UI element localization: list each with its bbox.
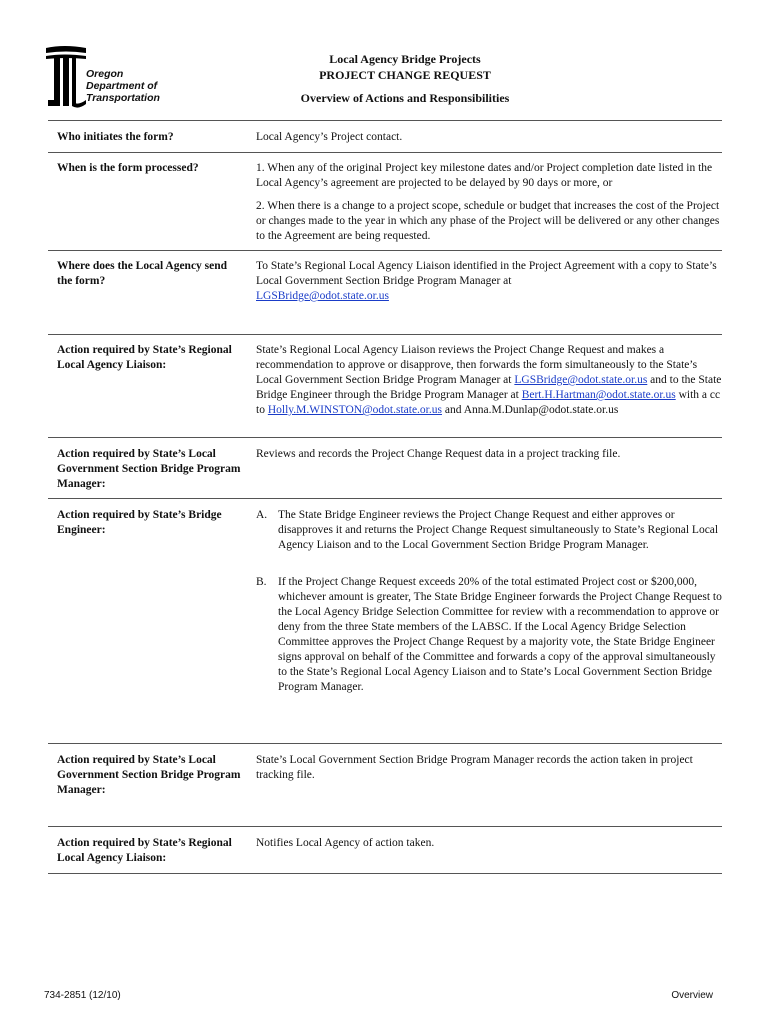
row-text-processed-1: 1. When any of the original Project key milestone dates and/or Project completion date listed in the Local Agency’s agreement are projected to be delayed by 90 days or more, or <box>256 162 713 189</box>
odot-logo-icon <box>44 44 88 108</box>
list-item-b: If the Project Change Request exceeds 20% of the total estimated Project cost or $200,000, whichever amount is greater, The State Bridge Engineer forwards the Project Change Request to the Local Agency Bridge Selection Committee for review with a recommendation to approve or deny from the three State members of the LABSC. If the Local Agency Bridge Selection Committee approves the Project Change Request by a majority vote, the State Bridge Engineer signs approval on behalf of the Committee and forwards a copy of the approval simultaneously to the State’s Regional Local Agency Liaison and to State’s Local Government Section Bridge Program Manager. <box>278 576 722 693</box>
row-label-manager-record: Action required by State’s Local Government Section Bridge Program Manager: <box>57 754 241 796</box>
list-marker-a: A. <box>256 509 268 521</box>
logo-text-department: Department of <box>86 80 158 92</box>
row-text-send <box>256 259 722 304</box>
page-label: Overview <box>671 990 713 1001</box>
logo-text-oregon: Oregon <box>86 68 124 80</box>
divider <box>48 120 722 121</box>
row-text-processed-2: 2. When there is a change to a project scope, schedule or budget that increases the cost of the Project or changes made to the year in which any phase of the Project will be delivered or any other changes to the Agreement are being requested. <box>256 200 720 242</box>
row-label-manager-review: Action required by State’s Local Government Section Bridge Program Manager: <box>57 448 241 490</box>
header-subtitle: Overview of Actions and Responsibilities <box>300 91 510 105</box>
row-label-send: Where does the Local Agency send the form? <box>57 260 228 287</box>
email-link-hartman[interactable]: Bert.H.Hartman@odot.state.or.us <box>521 389 676 401</box>
divider <box>48 743 722 744</box>
text-segment: and to the State Bridge Engineer through the Bridge Program Manager at <box>256 374 722 401</box>
row-label-bridge-engineer: Action required by State’s Bridge Engineer: <box>57 509 222 536</box>
email-link-lgsbridge[interactable]: LGSBridge@odot.state.or.us <box>256 290 389 302</box>
row-text-send-body: To State’s Regional Local Agency Liaison identified in the Project Agreement with a copy to State’s Local Government Section Bridge Program Manager at <box>256 260 717 287</box>
header-title: Local Agency Bridge Projects <box>329 52 481 66</box>
row-text-manager-record: State’s Local Government Section Bridge Program Manager records the action taken in project tracking file. <box>256 754 693 781</box>
row-text-initiates: Local Agency’s Project contact. <box>256 131 403 143</box>
divider <box>48 152 722 153</box>
divider <box>48 498 722 499</box>
list-marker-b: B. <box>256 576 267 588</box>
divider <box>48 334 722 335</box>
divider <box>48 437 722 438</box>
form-number: 734-2851 (12/10) <box>44 990 121 1001</box>
email-link-lgsbridge[interactable]: LGSBridge@odot.state.or.us <box>514 374 648 386</box>
text-segment: with a cc to <box>256 389 721 416</box>
email-link-winston[interactable]: Holly.M.WINSTON@odot.state.or.us <box>267 404 442 416</box>
divider <box>48 826 722 827</box>
row-text-liaison-action <box>256 343 722 418</box>
divider <box>48 250 722 251</box>
text-segment: State’s Regional Local Agency Liaison reviews the Project Change Request and makes a recommendation to approve or disapprove, then forwards the form simultaneously to the State’s Local Government Section Bridge Program Manager at <box>256 344 698 386</box>
list-item-a: The State Bridge Engineer reviews the Project Change Request and either approves or disapproves it and returns the Project Change Request simultaneously to State’s Regional Local Agency Liaison and to the Local Government Section Bridge Program Manager. <box>278 509 719 551</box>
logo-text-transportation: Transportation <box>86 92 160 104</box>
text-segment: and Anna.M.Dunlap@odot.state.or.us <box>441 404 619 416</box>
row-label-processed: When is the form processed? <box>57 162 199 174</box>
header-form-name: PROJECT CHANGE REQUEST <box>319 68 491 82</box>
row-text-manager-review: Reviews and records the Project Change Request data in a project tracking file. <box>256 448 621 460</box>
row-label-liaison-notify: Action required by State’s Regional Local Agency Liaison: <box>57 837 232 864</box>
row-label-liaison-action: Action required by State’s Regional Local Agency Liaison: <box>57 344 232 371</box>
divider <box>48 873 722 874</box>
row-text-liaison-notify: Notifies Local Agency of action taken. <box>256 837 435 849</box>
row-label-initiates: Who initiates the form? <box>57 131 174 143</box>
